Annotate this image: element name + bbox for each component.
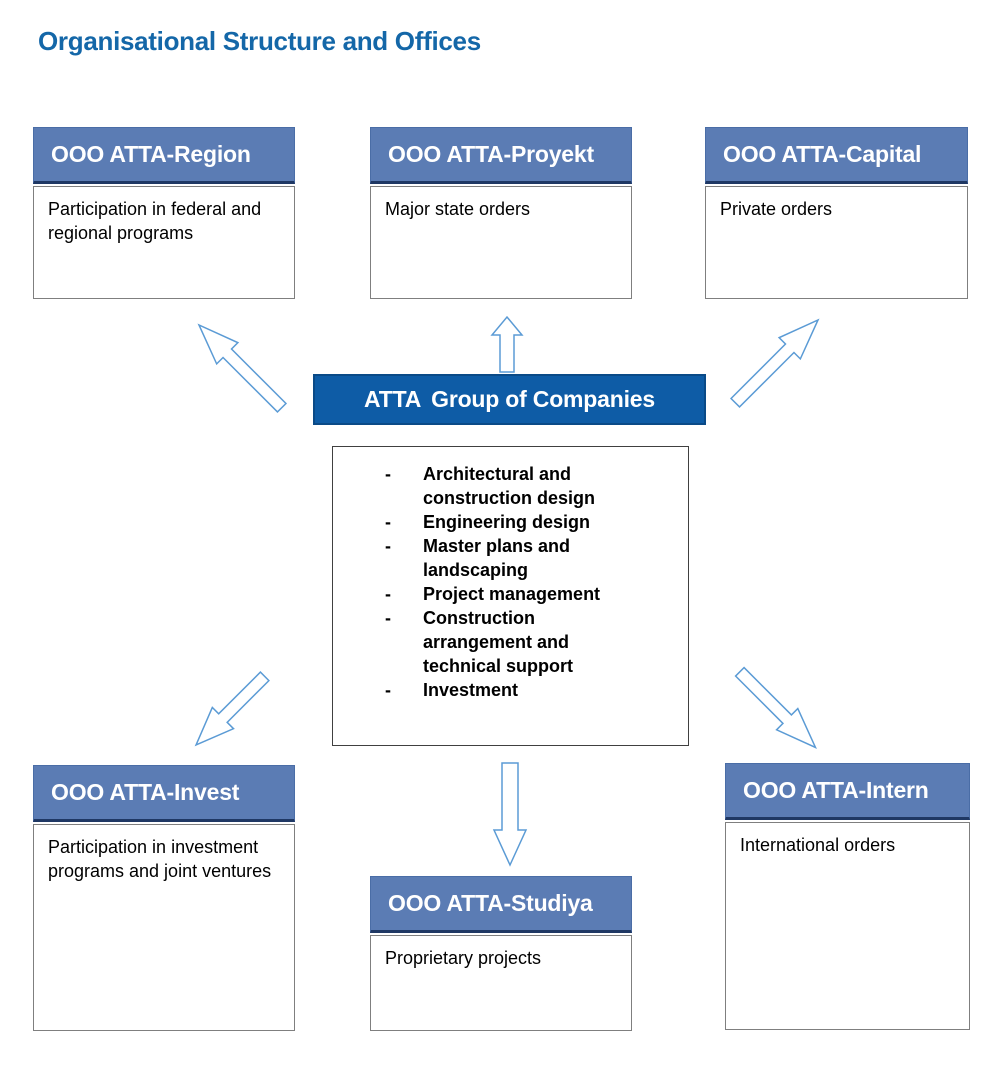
group-label-rest: Group of Companies [431, 386, 655, 412]
office-header-proyekt: OOO ATTA-Proyekt [370, 127, 632, 184]
office-card-capital [705, 127, 968, 299]
service-item-label: Construction arrangement and technical support [423, 608, 574, 676]
service-item [385, 510, 688, 534]
office-description-invest: Participation in investment programs and joint ventures [33, 824, 295, 1031]
arrow-up-left-icon [186, 312, 295, 421]
office-header-studiya: OOO ATTA-Studiya [370, 876, 632, 933]
arrow-down-left-icon [183, 664, 278, 759]
service-item [385, 462, 688, 510]
dash-bullet: - [385, 608, 391, 628]
arrow-down-icon [492, 762, 528, 867]
arrow-up-right-icon [723, 307, 832, 416]
service-item [385, 606, 688, 678]
dash-bullet: - [385, 512, 391, 532]
office-description-studiya: Proprietary projects [370, 935, 632, 1031]
office-card-intern [725, 763, 970, 1030]
office-header-region: OOO ATTA-Region [33, 127, 295, 184]
office-card-proyekt [370, 127, 632, 299]
services-box [332, 446, 689, 746]
dash-bullet: - [385, 536, 391, 556]
office-description-intern: International orders [725, 822, 970, 1030]
office-description-capital: Private orders [705, 186, 968, 299]
service-item-label: Architectural and construction design [423, 464, 596, 508]
dash-bullet: - [385, 584, 391, 604]
arrow-down-right-icon [727, 659, 829, 761]
dash-bullet: - [385, 464, 391, 484]
service-item-label: Investment [423, 680, 519, 700]
office-card-studiya [370, 876, 632, 1031]
service-item-label: Project management [423, 584, 601, 604]
service-item [385, 678, 688, 702]
office-header-invest: OOO ATTA-Invest [33, 765, 295, 822]
office-header-intern: OOO ATTA-Intern [725, 763, 970, 820]
office-card-invest [33, 765, 295, 1031]
office-description-region: Participation in federal and regional programs [33, 186, 295, 299]
arrow-up-icon [490, 315, 524, 373]
office-header-capital: OOO ATTA-Capital [705, 127, 968, 184]
page-title: Organisational Structure and Offices [38, 26, 481, 56]
service-item-label: Engineering design [423, 512, 591, 532]
office-card-region [33, 127, 295, 299]
service-item [385, 534, 688, 582]
service-item-label: Master plans and landscaping [423, 536, 571, 580]
dash-bullet: - [385, 680, 391, 700]
group-label-atta: ATTA [364, 386, 422, 412]
office-description-proyekt: Major state orders [370, 186, 632, 299]
service-item [385, 582, 688, 606]
services-list [333, 447, 688, 702]
group-of-companies-box [313, 374, 706, 425]
